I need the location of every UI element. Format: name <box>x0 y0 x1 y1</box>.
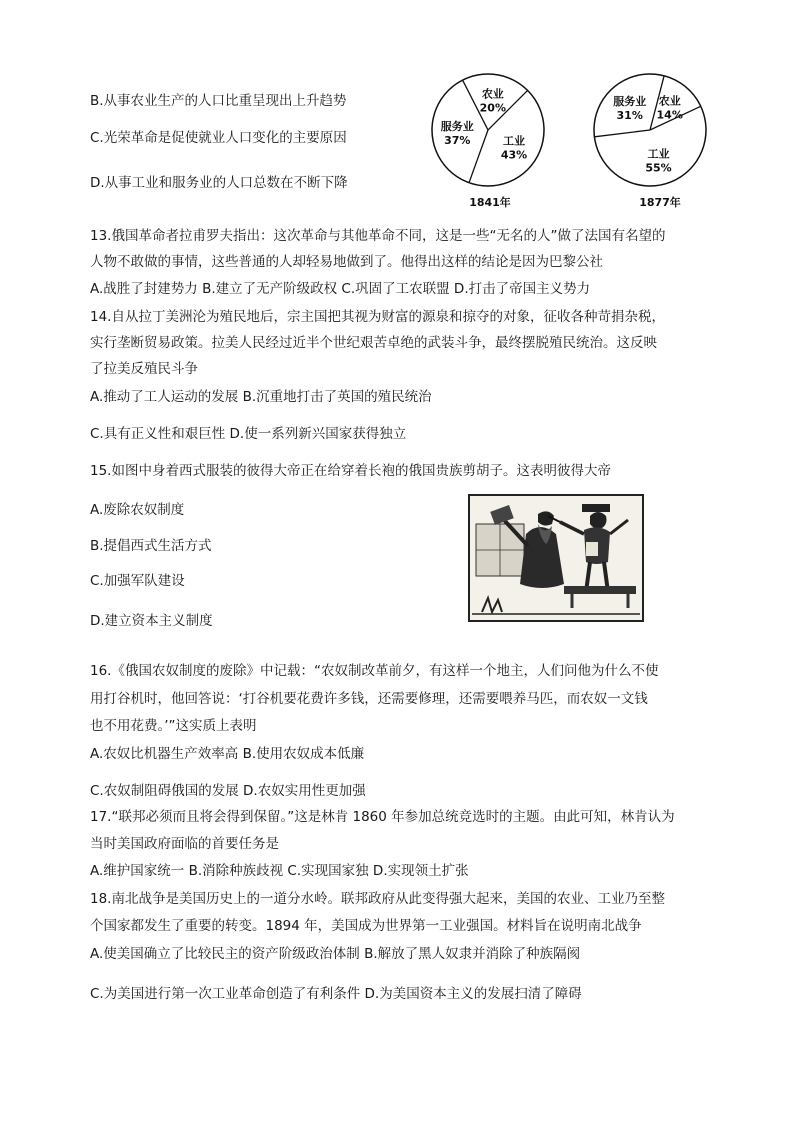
q16-stem-line-1: 16.《俄国农奴制度的废除》中记载：“农奴制改革前夕，有这样一个地主，人们问他为什么不使 <box>90 663 659 679</box>
q13-stem-line-1: 13.俄国革命者拉甫罗夫指出：这次革命与其他革命不同，这是一些“无名的人”做了法国有名望的 <box>90 228 666 244</box>
q16-options-line-2: C.农奴制阻碍俄国的发展 D.农奴实用性更加强 <box>90 783 366 799</box>
pie-slice-category-label: 工业 <box>503 134 526 148</box>
pie-slice-value-label: 14% <box>656 108 683 122</box>
q16-stem-line-2: 用打谷机时，他回答说：‘打谷机要花费许多钱，还需要修理，还需要喂养马匹，而农奴一文钱 <box>90 691 648 707</box>
q12-option-b: B.从事农业生产的人口比重呈现出上升趋势 <box>90 93 347 109</box>
q13-options: A.战胜了封建势力 B.建立了无产阶级政权 C.巩固了工农联盟 D.打击了帝国主义势力 <box>90 281 591 297</box>
q18-stem-line-2: 个国家都发生了重要的转变。1894 年，美国成为世界第一工业强国。材料旨在说明南北战争 <box>90 918 642 934</box>
q14-stem-line-3: 了拉美反殖民斗争 <box>90 361 198 377</box>
q12-option-c: C.光荣革命是促使就业人口变化的主要原因 <box>90 130 347 146</box>
q15-option-d: D.建立资本主义制度 <box>90 613 213 629</box>
q17-stem-line-2: 当时美国政府面临的首要任务是 <box>90 836 279 852</box>
pie-chart-1841 <box>420 72 560 212</box>
q17-options: A.维护国家统一 B.消除种族歧视 C.实现国家独 D.实现领土扩张 <box>90 863 469 879</box>
q15-stem: 15.如图中身着西式服装的彼得大帝正在给穿着长袍的俄国贵族剪胡子。这表明彼得大帝 <box>90 463 611 479</box>
q18-stem-line-1: 18.南北战争是美国历史上的一道分水岭。联邦政府从此变得强大起来，美国的农业、工业乃至整 <box>90 891 665 907</box>
pie-slice-value-label: 43% <box>500 148 528 162</box>
q14-stem-line-1: 14.自从拉丁美洲沦为殖民地后，宗主国把其视为财富的源泉和掠夺的对象，征收各种苛捐杂税， <box>90 309 665 325</box>
q16-options-line-1: A.农奴比机器生产效率高 B.使用农奴成本低廉 <box>90 746 365 762</box>
pie-slice-value-label: 37% <box>444 133 471 147</box>
q18-options-line-2: C.为美国进行第一次工业革命创造了有利条件 D.为美国资本主义的发展扫清了障碍 <box>90 986 582 1002</box>
q13-stem-line-2: 人物不敢做的事情，这些普通的人却轻易地做到了。他得出这样的结论是因为巴黎公社 <box>90 254 603 270</box>
pie-title-1877: 1877年 <box>639 196 681 209</box>
q12-option-d: D.从事工业和服务业的人口总数在不断下降 <box>90 175 348 191</box>
pie-slice-category-label: 农业 <box>658 94 681 108</box>
q15-option-b: B.提倡西式生活方式 <box>90 538 212 554</box>
q15-option-c: C.加强军队建设 <box>90 573 185 589</box>
pie-slice-value-label: 31% <box>616 108 643 122</box>
pie-slice-value-label: 55% <box>645 161 672 175</box>
pie-chart-1877 <box>580 72 720 212</box>
pie-slice-category-label: 服务业 <box>440 119 474 133</box>
peter-the-great-beard-illustration <box>468 494 644 622</box>
pie-slice-category-label: 农业 <box>481 87 504 101</box>
pie-slice-value-label: 20% <box>479 101 506 115</box>
pie-title-1841: 1841年 <box>469 196 511 209</box>
q17-stem-line-1: 17.“联邦必须而且将会得到保留。”这是林肯 1860 年参加总统竞选时的主题。由此可知，林肯认为 <box>90 809 675 825</box>
q18-options-line-1: A.使美国确立了比较民主的资产阶级政治体制 B.解放了黑人奴隶并消除了种族隔阂 <box>90 946 581 962</box>
pie-slice-category-label: 工业 <box>647 147 670 161</box>
q14-options-line-2: C.具有正义性和艰巨性 D.使一系列新兴国家获得独立 <box>90 426 407 442</box>
pie-slice-category-label: 服务业 <box>613 94 647 108</box>
q14-options-line-1: A.推动了工人运动的发展 B.沉重地打击了英国的殖民统治 <box>90 389 432 405</box>
q15-option-a: A.废除农奴制度 <box>90 502 185 518</box>
q16-stem-line-3: 也不用花费。’”这实质上表明 <box>90 718 257 734</box>
q14-stem-line-2: 实行垄断贸易政策。拉美人民经过近半个世纪艰苦卓绝的武装斗争，最终摆脱殖民统治。这反映 <box>90 335 657 351</box>
